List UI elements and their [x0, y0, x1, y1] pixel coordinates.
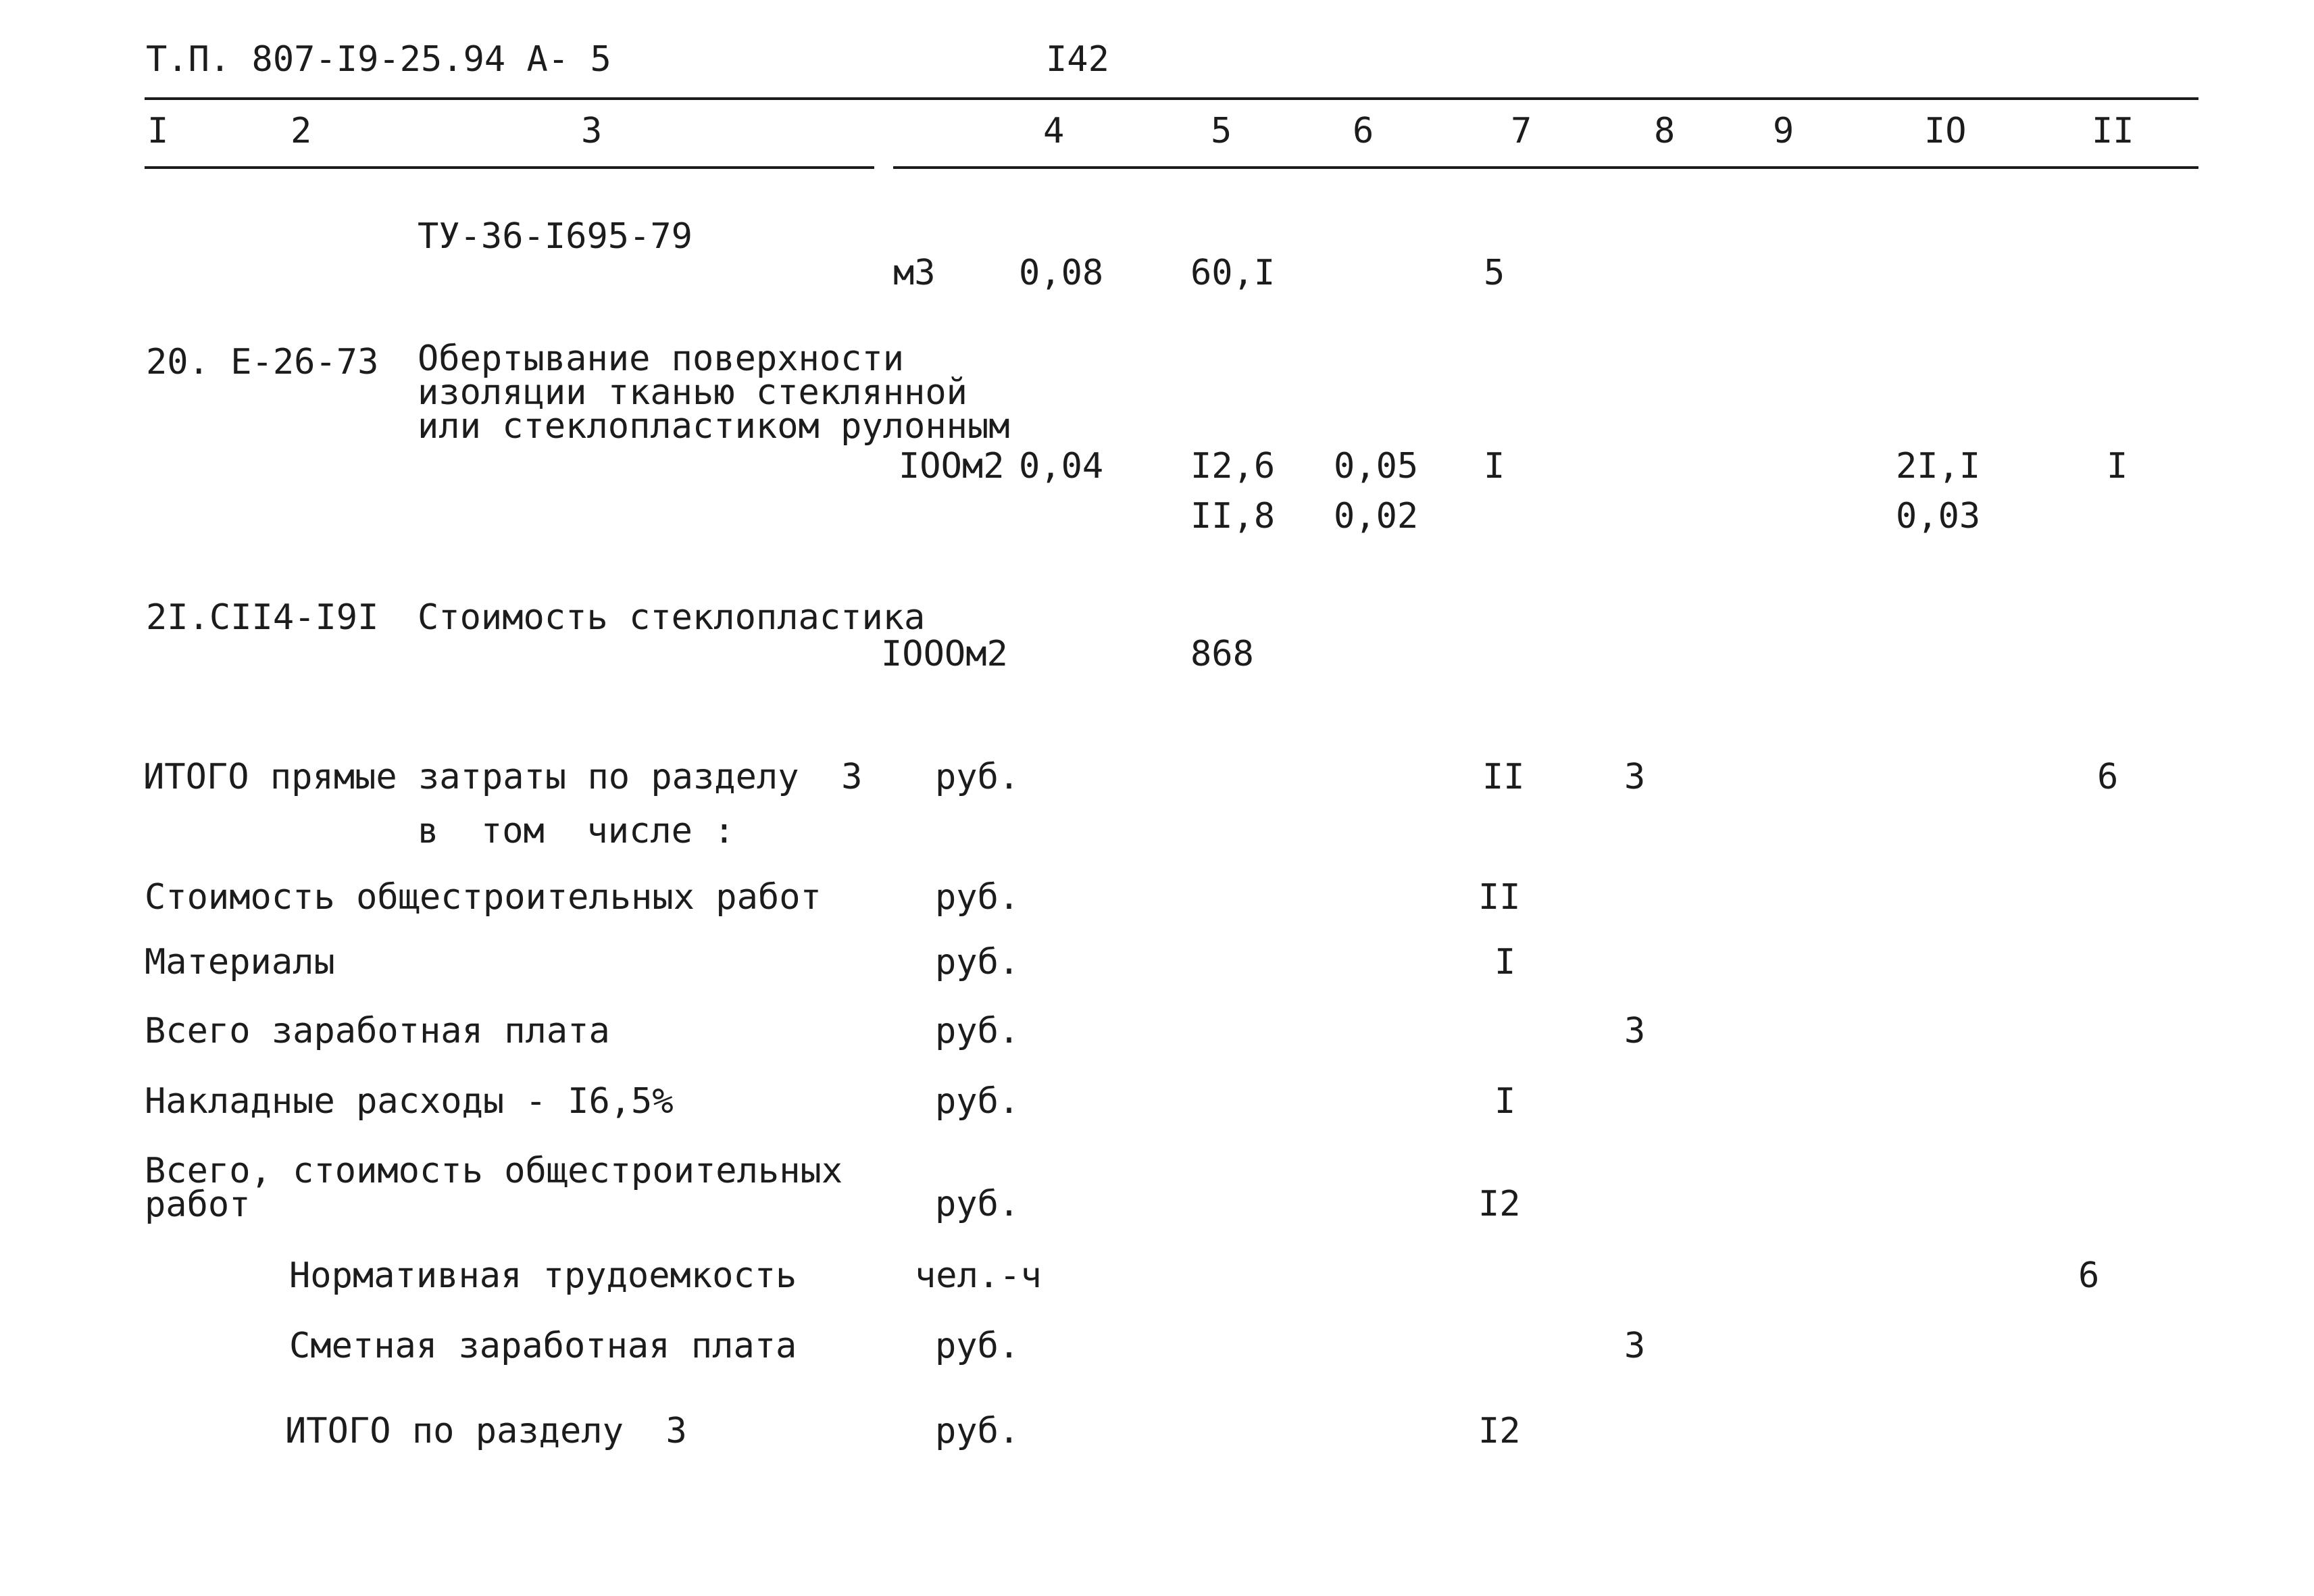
including-label: в том числе : [418, 811, 735, 851]
item-21-col5: 868 [1190, 634, 1254, 674]
total-cost-col7: I2 [1478, 1184, 1521, 1224]
total-direct-label: ИТОГО прямые затраты по разделу 3 [143, 757, 863, 797]
total-cost-unit: руб. [935, 1184, 1020, 1224]
header-top-rule [145, 97, 2198, 100]
item-20-col7: I [1484, 446, 1505, 487]
item-20-description: Обертывание поверхности изоляции тканью стеклянной или стеклопластиком рулонным [418, 339, 1010, 447]
estimated-wages-unit: руб. [935, 1326, 1020, 1366]
column-header-1: I [147, 111, 169, 151]
overhead-label: Накладные расходы - I6,5% [145, 1081, 674, 1122]
section-total-label: ИТОГО по разделу 3 [285, 1411, 687, 1451]
column-header-4: 4 [1043, 111, 1065, 151]
column-header-5: 5 [1211, 111, 1232, 151]
item-20-col5-b: II,8 [1190, 496, 1276, 537]
total-direct-col11: 6 [2097, 757, 2119, 797]
item-21-number: 2I.CII4-I9I [146, 597, 379, 638]
wages-total-label: Всего заработная плата [145, 1011, 610, 1051]
total-cost-label: Всего, стоимость общестроительных работ [145, 1151, 843, 1225]
item-20-col6-a: 0,05 [1334, 446, 1419, 487]
tu-col5: 60,I [1190, 253, 1276, 293]
wages-total-col8: 3 [1624, 1011, 1646, 1051]
item-20-col10-a: 2I,I [1896, 446, 1981, 487]
overhead-unit: руб. [935, 1081, 1020, 1122]
item-21-unit: IOOOм2 [881, 634, 1008, 674]
general-construction-label: Стоимость общестроительных работ [145, 877, 822, 918]
item-20-col10-b: 0,03 [1896, 496, 1981, 537]
header-bottom-rule-right [893, 166, 2198, 169]
document-code: Т.П. 807-I9-25.94 А- 5 [146, 39, 611, 80]
item-20-col5-a: I2,6 [1190, 446, 1276, 487]
labor-intensity-unit: чел.-ч [915, 1255, 1042, 1296]
materials-col7: I [1494, 942, 1516, 982]
column-header-11: II [2092, 111, 2134, 151]
column-header-7: 7 [1511, 111, 1532, 151]
column-header-10: IO [1924, 111, 1967, 151]
estimated-wages-label: Сметная заработная плата [289, 1326, 797, 1366]
labor-intensity-col11: 6 [2078, 1255, 2100, 1296]
item-20-number: 20. Е-26-73 [146, 342, 379, 382]
item-20-col6-b: 0,02 [1334, 496, 1419, 537]
tu-code: ТУ-36-I695-79 [418, 216, 693, 257]
total-direct-col7: II [1482, 757, 1525, 797]
general-construction-unit: руб. [935, 877, 1020, 918]
total-direct-col8: 3 [1624, 757, 1646, 797]
section-total-col7: I2 [1478, 1411, 1521, 1451]
total-direct-unit: руб. [935, 757, 1020, 797]
general-construction-col7: II [1478, 877, 1521, 918]
tu-unit: м3 [893, 253, 936, 293]
estimated-wages-col8: 3 [1624, 1326, 1646, 1366]
tu-col4: 0,08 [1019, 253, 1104, 293]
column-header-9: 9 [1773, 111, 1794, 151]
section-total-unit: руб. [935, 1411, 1020, 1451]
wages-total-unit: руб. [935, 1011, 1020, 1051]
labor-intensity-label: Нормативная трудоемкость [289, 1255, 797, 1296]
column-header-3: 3 [581, 111, 603, 151]
item-20-col11: I [2107, 446, 2128, 487]
column-header-6: 6 [1353, 111, 1374, 151]
column-header-8: 8 [1654, 111, 1676, 151]
item-20-unit: IOOм2 [899, 446, 1005, 487]
materials-unit: руб. [935, 942, 1020, 982]
header-bottom-rule-left [145, 166, 874, 169]
tu-col7: 5 [1484, 253, 1505, 293]
page-number: I42 [1046, 39, 1109, 80]
item-21-description: Стоимость стеклопластика [418, 597, 926, 638]
item-20-col4: 0,04 [1019, 446, 1104, 487]
materials-label: Материалы [145, 942, 335, 982]
column-header-2: 2 [291, 111, 312, 151]
overhead-col7: I [1494, 1081, 1516, 1122]
